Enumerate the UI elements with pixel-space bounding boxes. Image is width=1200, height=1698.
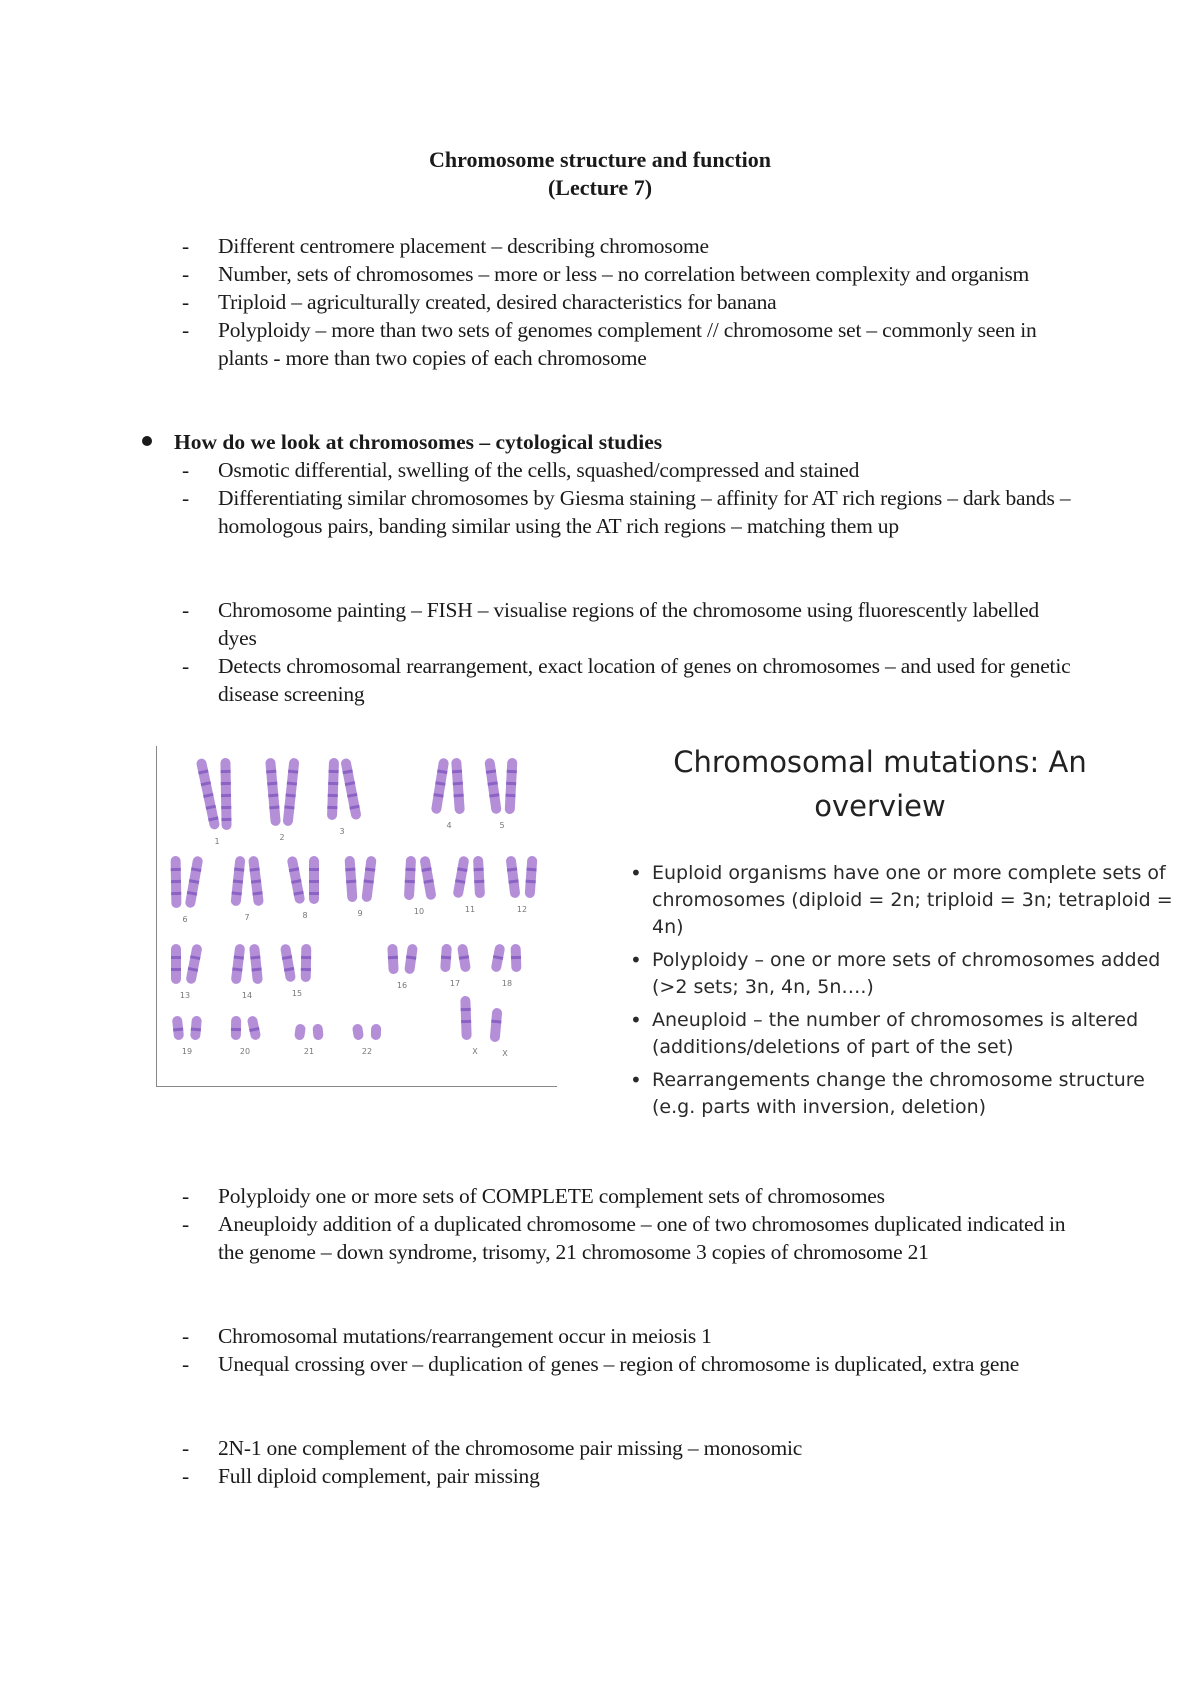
chromosome-band: [171, 956, 181, 959]
slide-bullet-list: [630, 860, 1190, 1127]
chromosome-number-label: 4: [446, 821, 452, 830]
chromosome-pair: [404, 855, 437, 916]
chromosome-band: [171, 868, 181, 871]
chromosome: [327, 758, 339, 820]
chromosome-number-label: 7: [244, 913, 250, 922]
list-item: - Aneuploidy addition of a duplicated chromosome – one of two chromosomes duplicated indicated in the genome – down syndrome, trisomy, 21 chromosome 3 copies of chromosome 21: [182, 1210, 1082, 1266]
chromosome-pair: [287, 855, 319, 920]
chromosome-number-label: 6: [182, 915, 188, 924]
chromosome-band: [388, 956, 398, 960]
chromosome: [312, 1024, 323, 1041]
chromosome: [185, 943, 202, 984]
chromosome-band: [507, 770, 517, 774]
list-item: - Triploid – agriculturally created, desired characteristics for banana: [182, 288, 1082, 316]
chromosome-band: [221, 794, 231, 797]
chromosome-band: [221, 770, 231, 773]
list-item: - Chromosomal mutations/rearrangement occur in meiosis 1: [182, 1322, 1082, 1350]
chromosome: [484, 758, 502, 815]
chromosome-pair: [387, 943, 418, 990]
lecture-slide-image: [150, 740, 1190, 1130]
chromosome: [460, 996, 472, 1040]
chromosome: [361, 856, 377, 903]
list-item: - Osmotic differential, swelling of the cells, squashed/compressed and stained: [182, 456, 1082, 484]
chromosome-number-label: 21: [303, 1047, 315, 1056]
list-item: - Chromosome painting – FISH – visualise regions of the chromosome using fluorescently labelled dyes: [182, 596, 1082, 652]
chromosome: [294, 1023, 306, 1040]
list-item: - Unequal crossing over – duplication of genes – region of chromosome is duplicated, extra gene: [182, 1350, 1082, 1378]
chromosome-band: [505, 794, 515, 798]
chromosome-band: [461, 1008, 471, 1011]
list-item: - Full diploid complement, pair missing: [182, 1462, 1082, 1490]
chromosome: [280, 943, 296, 982]
chromosome: [431, 758, 450, 815]
chromosome-band: [511, 956, 521, 959]
chromosome-pair: [490, 943, 521, 988]
chromosome-pair: [490, 1008, 509, 1058]
chromosome: [344, 856, 357, 903]
chromosome-pair: [265, 758, 299, 842]
chromosome: [301, 944, 312, 982]
chromosome-band: [461, 1020, 471, 1023]
chromosome-pair: [230, 856, 264, 922]
chromosome-band: [171, 880, 181, 883]
chromosome-band: [327, 806, 337, 809]
chromosome-pair: [484, 758, 517, 830]
chromosome-number-label: 11: [464, 905, 476, 914]
chromosome-number-label: 13: [179, 991, 191, 1000]
chromosome-pair: [460, 996, 478, 1056]
chromosome: [265, 758, 281, 827]
chromosome-band: [328, 794, 338, 797]
chromosome-pair: [171, 856, 204, 924]
chromosome-number-label: 14: [241, 991, 253, 1000]
chromosome-pair: [196, 758, 232, 846]
chromosome-band: [301, 956, 311, 959]
notes-list-4: [182, 1182, 1082, 1266]
chromosome-pair: [231, 944, 263, 1000]
chromosome-band: [301, 968, 311, 971]
chromosome-band: [405, 868, 415, 872]
chromosome-number-label: 19: [181, 1047, 193, 1056]
slide-bullet: • Euploid organisms have one or more complete sets of chromosomes (diploid = 2n; triploid = 3n; tetraploid = 4n): [630, 860, 1190, 941]
chromosome-number-label: 2: [279, 833, 285, 842]
list-item: - Polyploidy – more than two sets of genomes complement // chromosome set – commonly seen in plants - more than two copies of each chromosome: [182, 316, 1082, 372]
slide-bullet: • Polyploidy – one or more sets of chromosomes added (>2 sets; 3n, 4n, 5n….): [630, 947, 1190, 1001]
chromosome-number-label: 3: [339, 827, 345, 836]
chromosome: [231, 944, 246, 985]
section-heading: How do we look at chromosomes – cytological studies: [142, 428, 662, 456]
title-line-1: Chromosome structure and function: [428, 147, 772, 172]
list-item: - Detects chromosomal rearrangement, exact location of genes on chromosomes – and used for genetic disease screening: [182, 652, 1082, 708]
chromosome-number-label: X: [472, 1047, 478, 1056]
chromosome: [282, 758, 299, 827]
chromosome-number-label: 12: [516, 905, 528, 914]
chromosome-number-label: 1: [214, 837, 220, 846]
chromosome-band: [171, 968, 181, 971]
chromosome-pair: [452, 855, 485, 914]
karyotype-svg: [157, 746, 557, 1086]
chromosome: [473, 856, 485, 898]
notes-list-6: [182, 1434, 1082, 1490]
list-item: - 2N-1 one complement of the chromosome pair missing – monosomic: [182, 1434, 1082, 1462]
chromosome-number-label: 9: [357, 909, 363, 918]
list-item: - Differentiating similar chromosomes by Giesma staining – affinity for AT rich regions – dark bands – homologous pairs, banding similar using the AT rich regions – matching them up: [182, 484, 1082, 540]
chromosome: [171, 944, 181, 984]
slide-bullet: • Aneuploid – the number of chromosomes is altered (additions/deletions of part of the set): [630, 1007, 1190, 1061]
notes-list-1: [182, 232, 1082, 372]
chromosome-number-label: 8: [302, 911, 308, 920]
chromosome-band: [329, 770, 339, 773]
chromosome-pair: [431, 758, 465, 830]
chromosome: [340, 758, 362, 821]
chromosome-band: [309, 880, 319, 883]
chromosome-band: [221, 818, 231, 821]
chromosome: [371, 1024, 382, 1040]
chromosome-number-label: X: [502, 1049, 508, 1058]
chromosome: [249, 944, 263, 985]
chromosome-number-label: 22: [361, 1047, 373, 1056]
chromosome-pair: [280, 943, 312, 998]
chromosome-band: [221, 782, 231, 785]
bullet-icon: [142, 436, 152, 446]
chromosome-pair: [294, 1023, 324, 1056]
chromosome-number-label: 17: [449, 979, 461, 988]
chromosome-band: [328, 782, 338, 785]
chromosome-band: [474, 868, 484, 872]
chromosome-pair: [344, 856, 376, 918]
slide-bullet: • Rearrangements change the chromosome structure (e.g. parts with inversion, deletion): [630, 1067, 1190, 1121]
chromosome: [505, 856, 520, 899]
chromosome-pair: [505, 856, 537, 914]
chromosome-number-label: 16: [396, 981, 408, 990]
karyotype-image: [156, 746, 557, 1087]
chromosome-pair: [327, 758, 362, 836]
chromosome-band: [309, 892, 319, 895]
chromosome: [451, 758, 465, 815]
list-item: - Number, sets of chromosomes – more or less – no correlation between complexity and organism: [182, 260, 1082, 288]
notes-list-2: [182, 456, 1082, 540]
chromosome-pair: [172, 1016, 202, 1056]
chromosome-pair: [231, 1015, 262, 1056]
title-line-2: (Lecture 7): [547, 175, 653, 200]
chromosome-number-label: 10: [413, 907, 425, 916]
chromosome-pair: [171, 943, 203, 1000]
chromosome-number-label: 18: [501, 979, 513, 988]
chromosome-band: [221, 806, 231, 809]
chromosome-pair: [352, 1023, 381, 1056]
list-item: - Different centromere placement – describing chromosome: [182, 232, 1082, 260]
chromosome-band: [506, 782, 516, 786]
chromosome-band: [474, 880, 484, 884]
list-item: - Polyploidy one or more sets of COMPLETE complement sets of chromosomes: [182, 1182, 1082, 1210]
slide-title: Chromosomal mutations: An overview: [673, 745, 1087, 823]
notes-list-5: [182, 1322, 1082, 1378]
chromosome-number-label: 15: [291, 989, 303, 998]
chromosome-number-label: 5: [499, 821, 505, 830]
document-title: [0, 146, 1200, 202]
chromosome-band: [309, 868, 319, 871]
chromosome: [404, 856, 416, 900]
notes-list-3: [182, 596, 1082, 708]
chromosome-band: [405, 880, 415, 884]
chromosome-band: [171, 892, 181, 895]
chromosome: [352, 1023, 364, 1040]
chromosome-number-label: 20: [239, 1047, 251, 1056]
chromosome-pair: [440, 943, 471, 988]
chromosome-band: [231, 1028, 241, 1031]
chromosome: [505, 758, 518, 814]
chromosome: [490, 1008, 503, 1043]
chromosome: [452, 855, 469, 898]
chromosome: [525, 856, 538, 899]
chromosome: [419, 855, 436, 900]
